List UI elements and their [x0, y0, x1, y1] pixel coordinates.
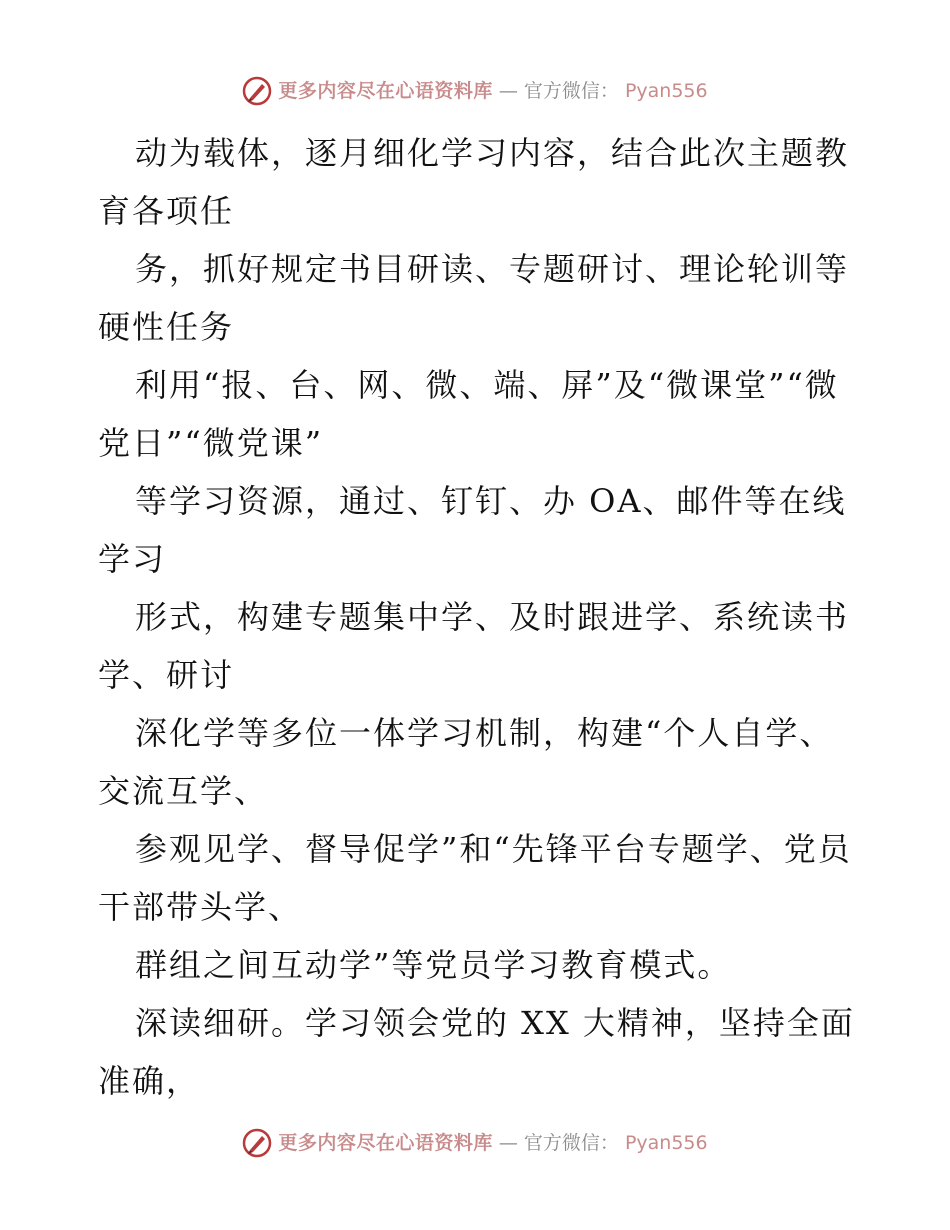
header-watermark	[0, 76, 950, 106]
paragraph: 形式，构建专题集中学、及时跟进学、系统读书学、研讨	[98, 598, 850, 694]
paragraph: 群组之间互动学”等党员学习教育模式。	[135, 946, 732, 984]
watermark-text: 更多内容尽在心语资料库	[278, 1132, 493, 1154]
pen-logo-icon	[242, 1128, 272, 1158]
paragraph: 务，抓好规定书目研读、专题研讨、理论轮训等硬性任务	[98, 250, 850, 346]
paragraph: 深读细研。学习领会党的 XX 大精神，坚持全面准确，	[98, 1004, 855, 1100]
watermark-separator: —	[498, 1132, 518, 1154]
footer-watermark	[0, 1128, 950, 1158]
watermark-separator: —	[498, 80, 518, 102]
watermark-text: 更多内容尽在心语资料库	[278, 80, 493, 102]
paragraph: 动为载体，逐月细化学习内容，结合此次主题教育各项任	[98, 134, 850, 230]
watermark-label: 官方微信：	[523, 1132, 619, 1154]
watermark-account: Pyan556	[624, 1132, 708, 1154]
document-body	[98, 124, 858, 1110]
paragraph: 深化学等多位一体学习机制，构建“个人自学、交流互学、	[98, 714, 834, 810]
paragraph: 等学习资源，通过、钉钉、办 OA、邮件等在线学习	[98, 482, 847, 578]
paragraph: 利用“报、台、网、微、端、屏”及“微课堂”“微党日”“微党课”	[98, 366, 839, 462]
watermark-account: Pyan556	[624, 80, 708, 102]
pen-logo-icon	[242, 76, 272, 106]
paragraph: 参观见学、督导促学”和“先锋平台专题学、党员干部带头学、	[98, 830, 852, 926]
watermark-label: 官方微信：	[523, 80, 619, 102]
